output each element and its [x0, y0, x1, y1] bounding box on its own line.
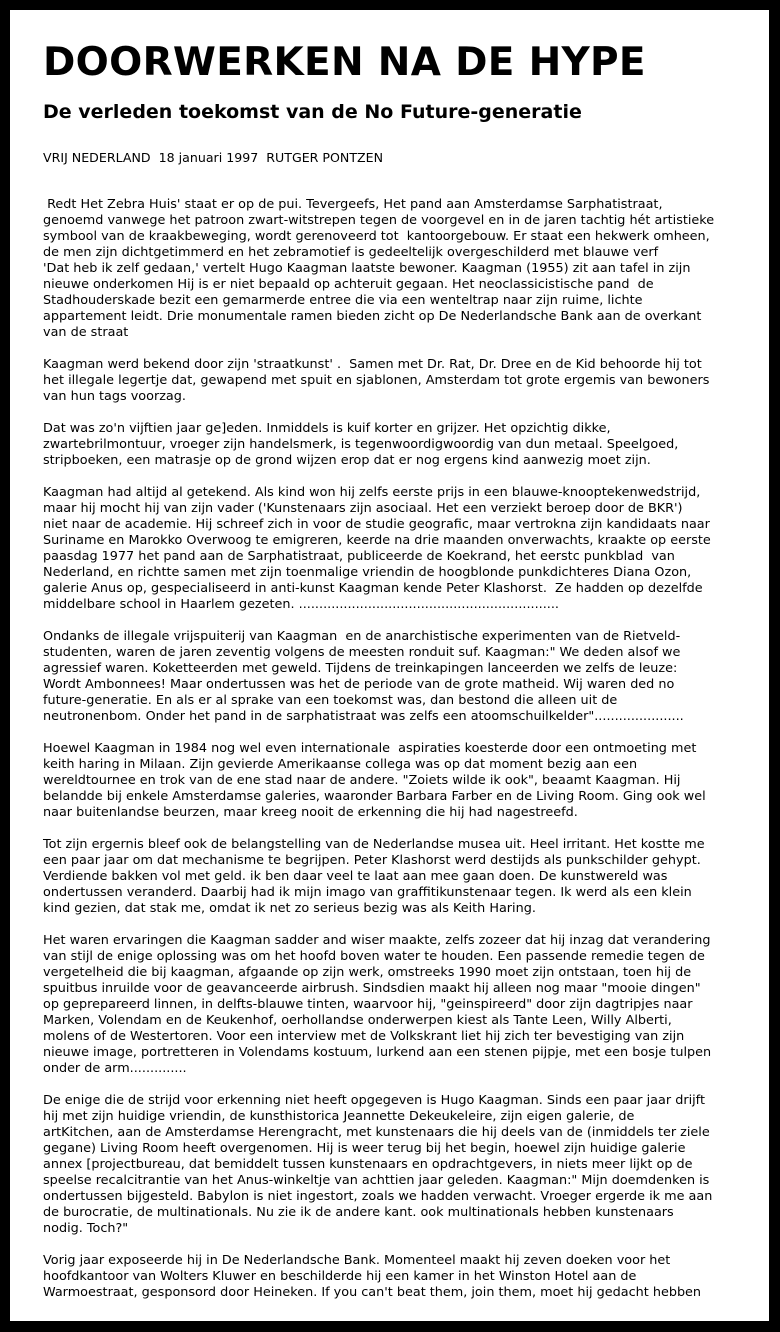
paragraph-line: speelse recalcitrantie van het Anus-winkeltje van achttien jaar geleden. Kaagman:" Mijn doemdenken is [43, 1173, 710, 1188]
paragraph-line: molens of de Westertoren. Voor een interview met de Volkskrant liet hij zich ter bevestiging van zijn [43, 1029, 685, 1044]
article-paragraph [43, 485, 763, 613]
paragraph-line: belandde bij enkele Amsterdamse galeries, waaronder Barbara Farber en de Living Room. Ging ook wel [43, 789, 706, 804]
paragraph-line: Wordt Ambonnees! Maar ondertussen was het de periode van de grote matheid. Wij waren ded no [43, 677, 675, 692]
paragraph-line: wereldtournee en trok van de ene stad naar de andere. "Zoiets wilde ik ook", beaamt Kaagman. Hij [43, 773, 681, 788]
article-byline: VRIJ NEDERLAND 18 januari 1997 RUTGER PONTZEN [43, 150, 384, 165]
paragraph-line: Kaagman had altijd al getekend. Als kind won hij zelfs eerste prijs in een blauwe-knooptekenwedstrijd, [43, 485, 701, 500]
paragraph-line: onder de arm.............. [43, 1061, 187, 1076]
paragraph-line: De enige die de strijd voor erkenning niet heeft opgegeven is Hugo Kaagman. Sinds een paar jaar drijft [43, 1093, 705, 1108]
paragraph-line: genoemd vanwege het patroon zwart-witstrepen tegen de voorgevel en in de jaren tachtig hét artistieke [43, 213, 715, 228]
article-title: DOORWERKEN NA DE HYPE [43, 40, 646, 85]
paragraph-line: Nederland, en richtte samen met zijn toenmalige vriendin de hoogblonde punkdichteres Diana Ozon, [43, 565, 692, 580]
paragraph-line: agressief waren. Koketteerden met geweld. Tijdens de treinkapingen lanceerden we zelfs de leuze: [43, 661, 678, 676]
paragraph-line: spuitbus inruilde voor de geavanceerde airbrush. Sindsdien maakt hij alleen nog maar "mooie dingen" [43, 981, 701, 996]
paragraph-line: Redt Het Zebra Huis' staat er op de pui. Tevergeefs, Het pand aan Amsterdamse Sarphatistraat, [43, 197, 663, 212]
article-paragraph [43, 1253, 763, 1301]
paragraph-line: future-generatie. En als er al sprake van een toekomst was, dan bestond die alleen uit de [43, 693, 618, 708]
paragraph-line: Tot zijn ergernis bleef ook de belangstelling van de Nederlandse musea uit. Heel irritant. Het kostte me [43, 837, 705, 852]
paragraph-line: neutronenbom. Onder het pand in de sarphatistraat was zelfs een atoomschuilkelder"...................... [43, 709, 684, 724]
paragraph-line: nieuwe onderkomen Hij is er niet bepaald op achteruit gegaan. Het neoclassicistische pand de [43, 277, 654, 292]
article-paragraph [43, 933, 763, 1077]
article-subtitle: De verleden toekomst van de No Future-generatie [43, 101, 582, 123]
paragraph-line: Vorig jaar exposeerde hij in De Nederlandsche Bank. Momenteel maakt hij zeven doeken voor het [43, 1253, 671, 1268]
paragraph-line: naar buitenlandse beurzen, maar kreeg nooit de erkenning die hij had nagestreefd. [43, 805, 578, 820]
paragraph-line: middelbare school in Haarlem gezeten. ................................................................ [43, 597, 559, 612]
paragraph-line: appartement leidt. Drie monumentale ramen bieden zicht op De Nederlandsche Bank aan de overkant [43, 309, 702, 324]
article-paragraph [43, 741, 763, 821]
paragraph-line: Kaagman werd bekend door zijn 'straatkunst' . Samen met Dr. Rat, Dr. Dree en de Kid behoorde hij tot [43, 357, 702, 372]
paragraph-line: Stadhouderskade bezit een gemarmerde entree die via een wenteltrap naar zijn ruime, lichte [43, 293, 643, 308]
paragraph-line: hij met zijn huidige vriendin, de kunsthistorica Jeannette Dekeukeleire, zijn eigen galerie, de [43, 1109, 635, 1124]
paragraph-line: van hun tags voorzag. [43, 389, 186, 404]
paragraph-line: nieuwe image, portretteren in Volendams kostuum, lurkend aan een stenen pijpje, met een bosje tulpen [43, 1045, 712, 1060]
paragraph-line: op geprepareerd linnen, in delfts-blauwe tinten, waarvoor hij, "geinspireerd" door zijn dagtripjes naar [43, 997, 693, 1012]
paragraph-line: galerie Anus op, gespecialiseerd in anti-kunst Kaagman kende Peter Klashorst. Ze hadden op dezelfde [43, 581, 703, 596]
paragraph-line: Verdiende bakken vol met geld. ik ben daar veel te laat aan mee gaan doen. De kunstwereld was [43, 869, 668, 884]
paragraph-line: studenten, waren de jaren zeventig volgens de meesten ronduit suf. Kaagman:" We deden alsof we [43, 645, 681, 660]
paragraph-line: annex [projectbureau, dat bemiddelt tussen kunstenaars en opdrachtgevers, in niets meer lijkt op de [43, 1157, 693, 1172]
article-page [10, 10, 769, 1321]
article-paragraph [43, 1093, 763, 1237]
paragraph-line: hoofdkantoor van Wolters Kluwer en beschilderde hij een kamer in het Winston Hotel aan de [43, 1269, 637, 1284]
article-body [43, 197, 763, 1317]
paragraph-line: kind gezien, dat stak me, omdat ik net zo serieus bezig was als Keith Haring. [43, 901, 536, 916]
paragraph-line: symbool van de kraakbeweging, wordt gerenoveerd tot kantoorgebouw. Er staat een hekwerk omheen, [43, 229, 710, 244]
paragraph-line: het illegale legertje dat, gewapend met spuit en sjablonen, Amsterdam tot grote ergemis van bewoners [43, 373, 710, 388]
paragraph-line: Het waren ervaringen die Kaagman sadder and wiser maakte, zelfs zozeer dat hij inzag dat verandering [43, 933, 711, 948]
paragraph-line: keith haring in Milaan. Zijn gevierde Amerikaanse collega was op dat moment bezig aan een [43, 757, 638, 772]
paragraph-line: Warmoestraat, gesponsord door Heineken. If you can't beat them, join them, moet hij gedacht hebben [43, 1285, 702, 1300]
paragraph-line: paasdag 1977 het pand aan de Sarphatistraat, publiceerde de Koekrand, het eerstc punkblad van [43, 549, 675, 564]
paragraph-line: Marken, Volendam en de Keukenhof, oerhollandse onderwerpen kiest als Tante Leen, Willy Alberti, [43, 1013, 672, 1028]
article-paragraph [43, 629, 763, 725]
paragraph-line: Ondanks de illegale vrijspuiterij van Kaagman en de anarchistische experimenten van de Rietveld- [43, 629, 681, 644]
article-paragraph [43, 837, 763, 917]
paragraph-line: de men zijn dichtgetimmerd en het zebramotief is gedeeltelijk overgeschilderd met blauwe verf [43, 245, 659, 260]
paragraph-line: van de straat [43, 325, 129, 340]
paragraph-line: ondertussen veranderd. Daarbij had ik mijn imago van graffitikunstenaar tegen. Ik werd als een klein [43, 885, 692, 900]
paragraph-line: stripboeken, een matrasje op de grond wijzen erop dat er nog ergens kind aanwezig moet zijn. [43, 453, 651, 468]
article-paragraph [43, 197, 763, 341]
paragraph-line: Dat was zo'n vijftien jaar ge]eden. Inmiddels is kuif korter en grijzer. Het opzichtig dikke, [43, 421, 611, 436]
paragraph-line: ondertussen bijgesteld. Babylon is niet ingestort, zoals we hadden verwacht. Vroeger ergerde ik me aan [43, 1189, 713, 1204]
paragraph-line: van stijl de enige oplossing was om het hoofd boven water te houden. Een passende remedie tegen de [43, 949, 705, 964]
article-paragraph [43, 421, 763, 469]
paragraph-line: niet naar de academie. Hij schreef zich in voor de studie geografic, maar vertrokna zijn kandidaats naar [43, 517, 710, 532]
paragraph-line: artKitchen, aan de Amsterdamse Herengracht, met kunstenaars die hij deels van de (inmiddels ter ziele [43, 1125, 710, 1140]
article-paragraph [43, 357, 763, 405]
paragraph-line: 'Dat heb ik zelf gedaan,' vertelt Hugo Kaagman laatste bewoner. Kaagman (1955) zit aan tafel in zijn [43, 261, 691, 276]
paragraph-line: maar hij mocht hij van zijn vader ('Kunstenaars zijn asociaal. Het een verziekt beroep door de BKR') [43, 501, 683, 516]
paragraph-line: de burocratie, de multinationals. Nu zie ik de andere kant. ook multinationals hebben kunstenaars [43, 1205, 674, 1220]
paragraph-line: Hoewel Kaagman in 1984 nog wel even internationale aspiraties koesterde door een ontmoeting met [43, 741, 697, 756]
paragraph-line: gegane) Living Room heeft overgenomen. Hij is weer terug bij het begin, hoewel zijn huidige galerie [43, 1141, 686, 1156]
paragraph-line: zwartebrilmontuur, vroeger zijn handelsmerk, is tegenwoordigwoordig van dun metaal. Speelgoed, [43, 437, 679, 452]
paragraph-line: nodig. Toch?" [43, 1221, 129, 1236]
paragraph-line: Suriname en Marokko Overwoog te emigreren, keerde na drie maanden onverwachts, kraakte op eerste [43, 533, 711, 548]
paragraph-line: een paar jaar om dat mechanisme te begrijpen. Peter Klashorst werd destijds als punkschilder gehypt. [43, 853, 701, 868]
paragraph-line: vergetelheid die bij kaagman, afgaande op zijn werk, omstreeks 1990 moet zijn ontstaan, toen hij de [43, 965, 692, 980]
